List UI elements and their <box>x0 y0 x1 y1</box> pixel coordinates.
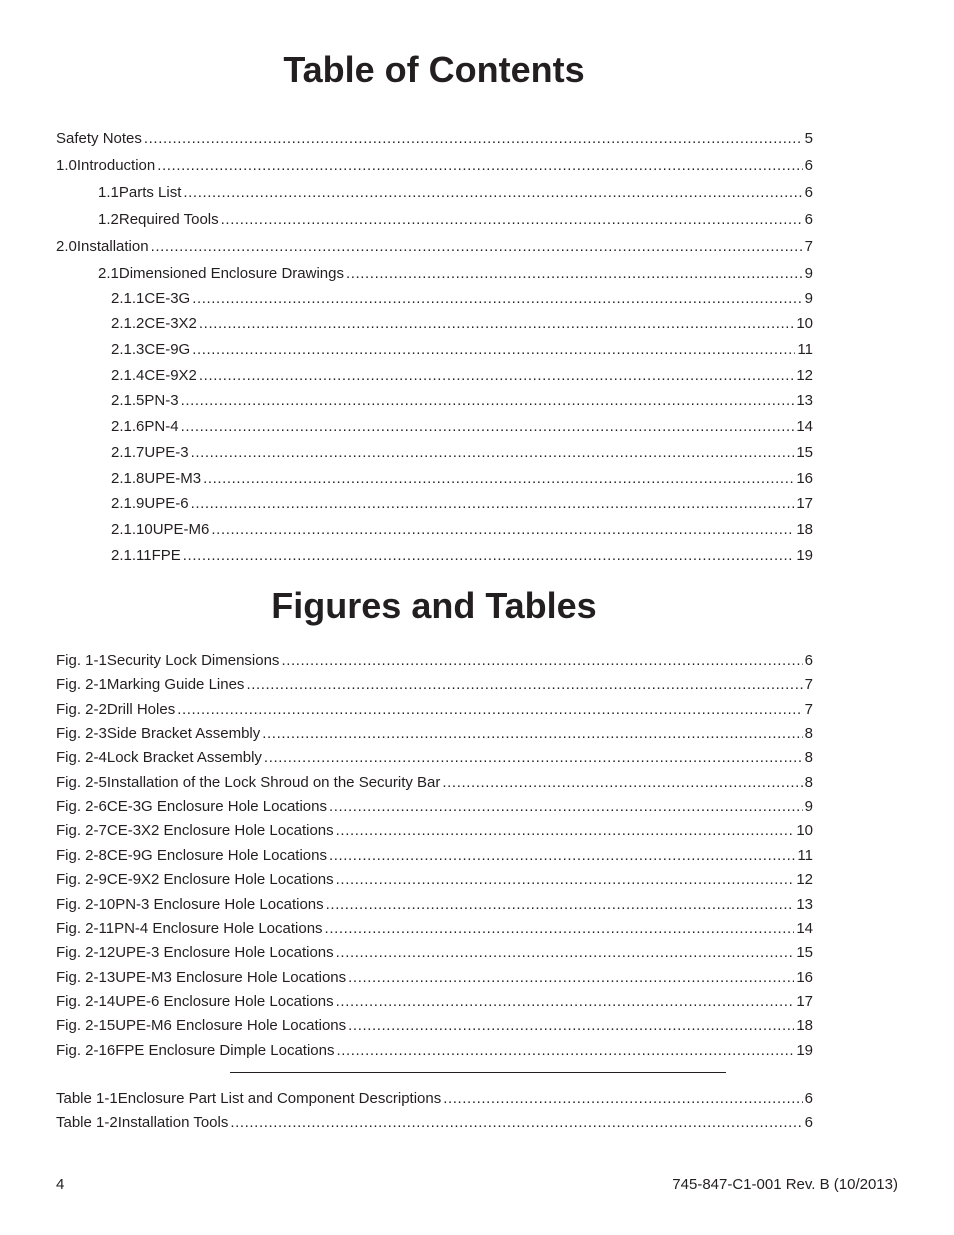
dot-leader <box>183 547 795 565</box>
figures-entry[interactable] <box>56 969 813 987</box>
toc-entry-label: UPE-3 <box>144 444 189 461</box>
toc-entry-number: 2.1.2 <box>111 315 145 332</box>
toc-entry-page-number: 6 <box>804 157 813 174</box>
dot-leader <box>348 969 794 987</box>
toc-entry[interactable] <box>98 265 813 283</box>
toc-entry-page-number: 7 <box>804 238 813 255</box>
figures-entry-label: UPE-M3 Enclosure Hole Locations <box>115 969 347 986</box>
figures-entry-label: CE-9X2 Enclosure Hole Locations <box>106 871 334 888</box>
toc-entry-page-number: 10 <box>796 315 813 332</box>
figures-entry[interactable] <box>56 1017 813 1035</box>
toc-entry-label: CE-9G <box>144 341 191 358</box>
toc-entry-number: 2.1.7 <box>111 444 145 461</box>
tables-entry-label: Installation Tools <box>117 1114 229 1131</box>
dot-leader <box>336 993 795 1011</box>
figures-entry-page-number: 11 <box>797 847 813 864</box>
tables-entry-number: Table 1-1 <box>56 1090 118 1107</box>
dot-leader <box>442 774 802 792</box>
toc-entry-page-number: 9 <box>804 265 813 282</box>
toc-entry-label: Parts List <box>118 184 182 201</box>
toc-entry-number: 1.0 <box>56 157 77 174</box>
dot-leader <box>221 211 803 229</box>
dot-leader <box>181 418 795 436</box>
figures-entry-number: Fig. 2-11 <box>56 920 115 937</box>
figures-entry[interactable] <box>56 944 813 962</box>
toc-entry-number: 1.1 <box>98 184 119 201</box>
figures-entry[interactable] <box>56 871 813 889</box>
figures-entry[interactable] <box>56 847 813 865</box>
dot-leader <box>230 1114 802 1132</box>
figures-entry-page-number: 8 <box>804 749 813 766</box>
figures-entry-label: UPE-6 Enclosure Hole Locations <box>115 993 334 1010</box>
figures-entry[interactable] <box>56 774 813 792</box>
figures-entry-label: CE-3X2 Enclosure Hole Locations <box>106 822 334 839</box>
toc-entry-number: 2.1.9 <box>111 495 145 512</box>
figures-entry-number: Fig. 2-3 <box>56 725 107 742</box>
toc-entry[interactable] <box>56 238 813 256</box>
figures-entry[interactable] <box>56 798 813 816</box>
toc-entry-page-number: 5 <box>804 130 813 147</box>
dot-leader <box>192 341 795 359</box>
figures-entry-label: PN-4 Enclosure Hole Locations <box>114 920 323 937</box>
figures-entry[interactable] <box>56 920 813 938</box>
dot-leader <box>348 1017 794 1035</box>
dot-leader <box>192 290 802 308</box>
figures-entry-label: UPE-M6 Enclosure Hole Locations <box>115 1017 347 1034</box>
toc-entry-page-number: 14 <box>796 418 813 435</box>
figures-entry-page-number: 10 <box>796 822 813 839</box>
figures-entry-label: FPE Enclosure Dimple Locations <box>115 1042 335 1059</box>
figures-entry-number: Fig. 2-1 <box>56 676 107 693</box>
figures-entry-label: Marking Guide Lines <box>106 676 245 693</box>
figures-entry-number: Fig. 2-9 <box>56 871 107 888</box>
toc-entry[interactable] <box>111 290 813 308</box>
figures-entry-page-number: 8 <box>804 725 813 742</box>
toc-entry-page-number: 17 <box>796 495 813 512</box>
dot-leader <box>199 367 794 385</box>
toc-entry-number: 2.1.10 <box>111 521 153 538</box>
figures-entry-label: Side Bracket Assembly <box>106 725 261 742</box>
figures-entry-label: Lock Bracket Assembly <box>106 749 262 766</box>
toc-entry-label: UPE-M6 <box>152 521 210 538</box>
tables-entry-page-number: 6 <box>804 1090 813 1107</box>
footer-document-id: 745-847-C1-001 Rev. B (10/2013) <box>672 1176 898 1193</box>
toc-entry-number: 2.1.4 <box>111 367 145 384</box>
figures-entry-number: Fig. 2-10 <box>56 896 116 913</box>
dot-leader <box>329 847 795 865</box>
toc-entry-number: 2.0 <box>56 238 77 255</box>
figures-entry[interactable] <box>56 1042 813 1060</box>
dot-leader <box>325 920 795 938</box>
dot-leader <box>181 392 795 410</box>
figures-entry-label: Security Lock Dimensions <box>106 652 280 669</box>
toc-entry-label: CE-3X2 <box>144 315 197 332</box>
toc-entry-label: FPE <box>151 547 181 564</box>
tables-entry-number: Table 1-2 <box>56 1114 118 1131</box>
dot-leader <box>177 701 802 719</box>
figures-entry-number: Fig. 2-2 <box>56 701 107 718</box>
figures-entry[interactable] <box>56 896 813 914</box>
toc-entry-label: PN-3 <box>144 392 179 409</box>
toc-entry[interactable] <box>111 367 813 385</box>
figures-entry-page-number: 14 <box>796 920 813 937</box>
figures-entry[interactable] <box>56 993 813 1011</box>
toc-entry-number: 2.1.11 <box>111 547 152 564</box>
figures-entry-page-number: 19 <box>796 1042 813 1059</box>
toc-entry-label: PN-4 <box>144 418 179 435</box>
dot-leader <box>191 444 795 462</box>
toc-entry[interactable] <box>98 211 813 229</box>
figures-entry-page-number: 7 <box>804 676 813 693</box>
figures-entry[interactable] <box>56 701 813 719</box>
figures-entry-label: Drill Holes <box>106 701 176 718</box>
figures-entry-number: Fig. 1-1 <box>56 652 107 669</box>
toc-entry[interactable] <box>111 444 813 462</box>
toc-entry-page-number: 11 <box>797 341 813 358</box>
dot-leader <box>326 896 795 914</box>
figures-entry-page-number: 6 <box>804 652 813 669</box>
toc-entry[interactable] <box>98 184 813 202</box>
toc-entry-number: 2.1.3 <box>111 341 145 358</box>
figures-entry-number: Fig. 2-15 <box>56 1017 116 1034</box>
figures-entry-label: PN-3 Enclosure Hole Locations <box>115 896 324 913</box>
dot-leader <box>262 725 802 743</box>
toc-entry-label: Dimensioned Enclosure Drawings <box>118 265 344 282</box>
figures-entry-number: Fig. 2-14 <box>56 993 116 1010</box>
toc-entry-label: CE-3G <box>144 290 191 307</box>
figures-entry-number: Fig. 2-12 <box>56 944 116 961</box>
toc-entry-page-number: 18 <box>796 521 813 538</box>
figures-entry[interactable] <box>56 652 813 670</box>
figures-entry-page-number: 8 <box>804 774 813 791</box>
figures-entry-page-number: 12 <box>796 871 813 888</box>
toc-entry-page-number: 15 <box>796 444 813 461</box>
figures-entry-page-number: 18 <box>796 1017 813 1034</box>
dot-leader <box>336 871 795 889</box>
figures-entry[interactable] <box>56 725 813 743</box>
dot-leader <box>199 315 794 333</box>
toc-entry-label: UPE-6 <box>144 495 189 512</box>
toc-entry-label: UPE-M3 <box>144 470 202 487</box>
tables-entry-label: Enclosure Part List and Component Descriptions <box>117 1090 442 1107</box>
figures-entry-page-number: 15 <box>796 944 813 961</box>
dot-leader <box>157 157 802 175</box>
dot-leader <box>346 265 803 283</box>
toc-entry-number: 2.1.5 <box>111 392 145 409</box>
toc-entry[interactable] <box>56 157 813 175</box>
toc-entry[interactable] <box>111 521 813 539</box>
toc-entry-page-number: 19 <box>796 547 813 564</box>
figures-entry-number: Fig. 2-8 <box>56 847 107 864</box>
figures-entry[interactable] <box>56 676 813 694</box>
dot-leader <box>246 676 802 694</box>
figures-entry-number: Fig. 2-5 <box>56 774 107 791</box>
toc-entry[interactable] <box>111 470 813 488</box>
toc-entry-page-number: 9 <box>804 290 813 307</box>
toc-entry-number: 2.1.1 <box>111 290 145 307</box>
page-title-table-of-contents: Table of Contents <box>283 49 585 90</box>
figures-entry-label: UPE-3 Enclosure Hole Locations <box>115 944 334 961</box>
figures-entry-page-number: 9 <box>804 798 813 815</box>
toc-entry[interactable] <box>111 547 813 565</box>
figures-entry[interactable] <box>56 749 813 767</box>
dot-leader <box>203 470 794 488</box>
toc-entry-number: 1.2 <box>98 211 119 228</box>
toc-entry-page-number: 13 <box>796 392 813 409</box>
dot-leader <box>183 184 802 202</box>
toc-entry[interactable] <box>56 130 813 148</box>
dot-leader <box>144 130 803 148</box>
toc-entry-page-number: 6 <box>804 184 813 201</box>
figures-entry-number: Fig. 2-16 <box>56 1042 116 1059</box>
tables-entry[interactable] <box>56 1114 813 1132</box>
figures-entry-label: Installation of the Lock Shroud on the Security Bar <box>106 774 441 791</box>
toc-entry-page-number: 6 <box>804 211 813 228</box>
toc-entry-label: Required Tools <box>118 211 219 228</box>
dot-leader <box>151 238 803 256</box>
figures-entry-page-number: 16 <box>796 969 813 986</box>
dot-leader <box>211 521 794 539</box>
toc-entry[interactable] <box>111 495 813 513</box>
dot-leader <box>336 822 795 840</box>
toc-entry-label: CE-9X2 <box>144 367 197 384</box>
figures-entry-page-number: 13 <box>796 896 813 913</box>
toc-entry[interactable] <box>111 341 813 359</box>
tables-entry-page-number: 6 <box>804 1114 813 1131</box>
dot-leader <box>191 495 795 513</box>
tables-entry[interactable] <box>56 1090 813 1108</box>
figures-entry-number: Fig. 2-13 <box>56 969 116 986</box>
toc-entry[interactable] <box>111 392 813 410</box>
toc-entry[interactable] <box>111 418 813 436</box>
toc-entry[interactable] <box>111 315 813 333</box>
section-divider <box>230 1072 726 1073</box>
page-title-figures-and-tables: Figures and Tables <box>271 585 597 626</box>
figures-entry-number: Fig. 2-4 <box>56 749 107 766</box>
toc-entry-label: Introduction <box>76 157 156 174</box>
dot-leader <box>329 798 803 816</box>
toc-entry-number: 2.1.6 <box>111 418 145 435</box>
dot-leader <box>443 1090 802 1108</box>
dot-leader <box>336 944 795 962</box>
footer-page-number: 4 <box>56 1176 65 1193</box>
figures-entry-page-number: 17 <box>796 993 813 1010</box>
toc-entry-number: 2.1.8 <box>111 470 145 487</box>
toc-entry-page-number: 12 <box>796 367 813 384</box>
figures-entry[interactable] <box>56 822 813 840</box>
dot-leader <box>264 749 803 767</box>
figures-entry-page-number: 7 <box>804 701 813 718</box>
figures-entry-number: Fig. 2-7 <box>56 822 107 839</box>
toc-entry-label: Installation <box>76 238 149 255</box>
toc-entry-number: 2.1 <box>98 265 119 282</box>
figures-entry-label: CE-3G Enclosure Hole Locations <box>106 798 327 815</box>
toc-entry-label: Safety Notes <box>56 130 142 147</box>
dot-leader <box>336 1042 794 1060</box>
figures-entry-number: Fig. 2-6 <box>56 798 107 815</box>
figures-entry-label: CE-9G Enclosure Hole Locations <box>106 847 327 864</box>
dot-leader <box>281 652 802 670</box>
toc-entry-page-number: 16 <box>796 470 813 487</box>
